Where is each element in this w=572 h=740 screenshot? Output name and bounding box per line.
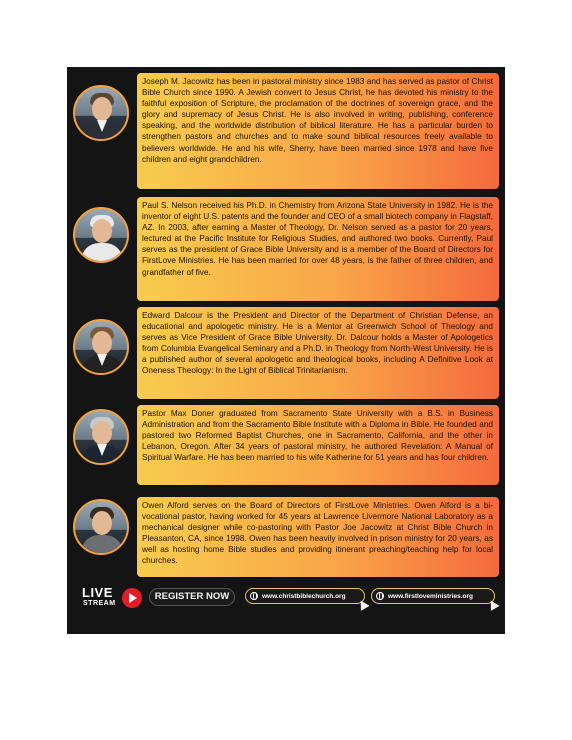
speaker-bio: Joseph M. Jacowitz has been in pastoral ministry since 1983 and has served as pastor of Christ Bible Church since 1990. A Jewish convert to Jesus Christ, he has devoted his ministry to the faithful exposition of Scripture, the proclamation of the doctrines of sovereign grace, and the glory and supremacy of Jesus Christ. He is also involved in writing, publishing, conference speaking, and the worldwide distribution of biblical literature. He has a particular burden to strengthen pastors and churches and to make sound biblical resources freely available to believers worldwide. He and his wife, Sherry, have been married since 1978 and have five children and eight grandchildren. bbox=[137, 73, 499, 189]
speaker-photo bbox=[73, 319, 129, 375]
speaker-photo bbox=[73, 409, 129, 465]
firstloveministries-link[interactable] bbox=[371, 588, 495, 604]
speaker-photo bbox=[73, 207, 129, 263]
url-text: www.christbiblechurch.org bbox=[262, 593, 346, 600]
christbiblechurch-link[interactable] bbox=[245, 588, 365, 604]
stream-label: STREAM bbox=[83, 600, 116, 607]
speaker-photo bbox=[73, 85, 129, 141]
event-flyer bbox=[67, 67, 505, 634]
register-now-button[interactable]: REGISTER NOW bbox=[149, 588, 235, 606]
cursor-icon bbox=[356, 598, 369, 611]
footer-bar bbox=[67, 583, 505, 613]
cursor-icon bbox=[486, 598, 499, 611]
speaker-photo bbox=[73, 499, 129, 555]
speaker-bio: Pastor Max Doner graduated from Sacramento State University with a B.S. in Business Administration and from the Sacramento Bible Institute with a Diploma in Bible. He founded and pastored two Reformed Baptist Churches, one in Sacramento, California, and the other in Lebanon, Oregon. After 34 years of pastoral ministry, he authored Revelation: A Manual of Spiritual Warfare. He has been married to his wife Katherine for 51 years and has four children. bbox=[137, 405, 499, 485]
url-text: www.firstloveministries.org bbox=[388, 593, 474, 600]
speaker-bio: Paul S. Nelson received his Ph.D. in Chemistry from Arizona State University in 1982. He is the inventor of eight U.S. patents and the founder and CEO of a small biotech company in Flagstaff, AZ. In 2003, after earning a Master of Theology, Dr. Nelson served as a pastor for 20 years, lectured at the Pacific Institute for Religious Studies, and authored two books. Currently, Paul serves as the president of Grace Bible University and is a member of the Board of Directors for FirstLove Ministries. He has been married for over 48 years, is the father of three children, and grandfather of five. bbox=[137, 197, 499, 301]
speaker-bio: Owen Alford serves on the Board of Directors of FirstLove Ministries. Owen Alford is a bi-vocational pastor, having worked for 45 years at Lawrence Livermore National Laboratory as a mechanical designer while co-pastoring with Pastor Joe Jacowitz at Christ Bible Church in Pleasanton, CA, since 1998. Owen has been heavily involved in prison ministry for 20 years, as well as hosting home Bible studies and providing itinerant preaching/teaching help for local churches. bbox=[137, 497, 499, 577]
globe-icon bbox=[250, 592, 258, 600]
globe-icon bbox=[376, 592, 384, 600]
live-stream-badge[interactable] bbox=[82, 586, 146, 612]
speaker-bio: Edward Dalcour is the President and Director of the Department of Christian Defense, an educational and apologetic ministry. He is a Mentor at Greenwich School of Theology and serves as Vice President of Grace Bible University. Dr. Dalcour holds a Master of Apologetics from Columbia Evangelical Seminary and a Ph.D. in Theology from North-West University. He is a published author of several apologetic and theological books, including A Definitive Look at Oneness Theology: In the Light of Biblical Trinitarianism. bbox=[137, 307, 499, 399]
play-icon bbox=[122, 588, 142, 608]
live-label: LIVE bbox=[82, 585, 113, 600]
